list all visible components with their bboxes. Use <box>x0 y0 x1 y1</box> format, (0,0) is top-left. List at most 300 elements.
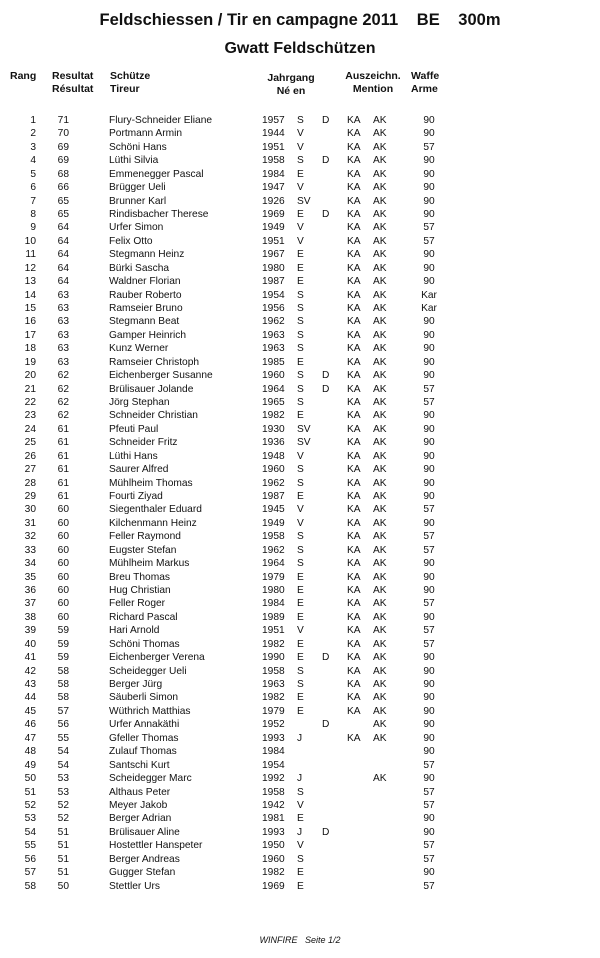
cell-rang: 51 <box>24 786 36 798</box>
cell-rang: 39 <box>24 625 36 637</box>
table-row <box>0 181 600 194</box>
cell-year: 1963 <box>262 343 285 355</box>
cell-cat: S <box>297 383 304 395</box>
cell-cat: J <box>297 826 303 838</box>
cell-arm: 57 <box>423 222 435 234</box>
cell-ka: KA <box>347 504 361 516</box>
cell-arm: Kar <box>421 303 437 315</box>
cell-res: 52 <box>57 813 69 825</box>
cell-arm: 90 <box>423 571 435 583</box>
cell-name: Stegmann Heinz <box>109 249 185 261</box>
cell-ak: AK <box>373 383 387 395</box>
header-jahrgang-de: Jahrgang <box>267 72 315 84</box>
table-row <box>0 383 600 396</box>
cell-rang: 9 <box>30 222 36 234</box>
cell-rang: 25 <box>24 437 36 449</box>
cell-res: 65 <box>57 195 69 207</box>
table-row <box>0 651 600 664</box>
table-row <box>0 759 600 772</box>
cell-cat: S <box>297 544 304 556</box>
table-row <box>0 235 600 248</box>
cell-res: 54 <box>57 759 69 771</box>
cell-arm: 90 <box>423 276 435 288</box>
club-title: Gwatt Feldschützen <box>224 40 376 57</box>
footer-page: Seite 1/2 <box>304 935 341 945</box>
cell-arm: 90 <box>423 585 435 597</box>
cell-arm: 90 <box>423 813 435 825</box>
cell-rang: 29 <box>24 491 36 503</box>
cell-arm: 90 <box>423 719 435 731</box>
cell-year: 1947 <box>262 182 285 194</box>
cell-year: 1981 <box>262 813 285 825</box>
cell-cat: E <box>297 356 304 368</box>
cell-ak: AK <box>373 692 387 704</box>
cell-res: 61 <box>57 477 69 489</box>
table-row <box>0 195 600 208</box>
cell-year: 1987 <box>262 491 285 503</box>
cell-year: 1960 <box>262 464 285 476</box>
cell-name: Brügger Ueli <box>109 182 166 194</box>
cell-ka: KA <box>347 276 361 288</box>
cell-ak: AK <box>373 652 387 664</box>
cell-res: 61 <box>57 437 69 449</box>
cell-ka: KA <box>347 249 361 261</box>
cell-ak: AK <box>373 437 387 449</box>
cell-arm: 57 <box>423 840 435 852</box>
page-footer <box>0 935 600 945</box>
cell-ka: KA <box>347 128 361 140</box>
cell-ka: KA <box>347 155 361 167</box>
cell-ka: KA <box>347 598 361 610</box>
cell-arm: 90 <box>423 477 435 489</box>
cell-cat: E <box>297 410 304 422</box>
cell-cat: S <box>297 786 304 798</box>
cell-ak: AK <box>373 517 387 529</box>
cell-ak: AK <box>373 504 387 516</box>
table-row <box>0 289 600 302</box>
cell-rang: 56 <box>24 853 36 865</box>
cell-name: Schneider Christian <box>109 410 198 422</box>
cell-ka: KA <box>347 692 361 704</box>
cell-rang: 28 <box>24 477 36 489</box>
cell-cat: S <box>297 464 304 476</box>
cell-res: 60 <box>57 585 69 597</box>
cell-name: Lüthi Hans <box>109 450 158 462</box>
cell-year: 1948 <box>262 450 285 462</box>
cell-cat: V <box>297 504 304 516</box>
cell-name: Säuberli Simon <box>109 692 179 704</box>
cell-name: Brülisauer Jolande <box>109 383 194 395</box>
cell-res: 62 <box>57 370 69 382</box>
cell-ak: AK <box>373 544 387 556</box>
cell-arm: 90 <box>423 195 435 207</box>
cell-res: 57 <box>57 705 69 717</box>
cell-ak: AK <box>373 235 387 247</box>
cell-rang: 23 <box>24 410 36 422</box>
cell-cat: S <box>297 343 304 355</box>
cell-ak: AK <box>373 705 387 717</box>
cell-ka: KA <box>347 397 361 409</box>
cell-cat: V <box>297 625 304 637</box>
table-row <box>0 880 600 893</box>
header-rang <box>10 70 36 83</box>
cell-rang: 7 <box>30 195 36 207</box>
table-row <box>0 745 600 758</box>
cell-rang: 3 <box>30 141 36 153</box>
cell-rang: 43 <box>24 679 36 691</box>
cell-arm: 90 <box>423 115 435 126</box>
cell-name: Breu Thomas <box>109 571 170 583</box>
cell-res: 58 <box>57 665 69 677</box>
cell-ka: KA <box>347 571 361 583</box>
cell-res: 56 <box>57 719 69 731</box>
cell-rang: 48 <box>24 746 36 758</box>
cell-year: 1985 <box>262 356 285 368</box>
cell-res: 62 <box>57 383 69 395</box>
cell-res: 64 <box>57 235 69 247</box>
table-row <box>0 477 600 490</box>
cell-name: Wüthrich Matthias <box>109 705 191 717</box>
table-row <box>0 732 600 745</box>
cell-name: Rindisbacher Therese <box>109 209 209 220</box>
cell-year: 1990 <box>262 652 285 664</box>
cell-year: 1942 <box>262 799 285 811</box>
cell-res: 71 <box>57 115 69 126</box>
cell-res: 51 <box>57 853 69 865</box>
cell-year: 1982 <box>262 692 285 704</box>
cell-arm: 90 <box>423 343 435 355</box>
cell-ak: AK <box>373 115 387 126</box>
cell-cat: E <box>297 705 304 717</box>
table-row <box>0 812 600 825</box>
table-row <box>0 127 600 140</box>
cell-ka: KA <box>347 665 361 677</box>
cell-year: 1980 <box>262 585 285 597</box>
cell-d: D <box>322 719 330 731</box>
cell-year: 1950 <box>262 840 285 852</box>
header-schuetze <box>110 70 150 95</box>
cell-year: 1944 <box>262 128 285 140</box>
cell-rang: 36 <box>24 585 36 597</box>
header-mention-fr: Mention <box>352 82 394 95</box>
cell-res: 59 <box>57 625 69 637</box>
cell-rang: 1 <box>30 115 36 126</box>
cell-res: 63 <box>57 316 69 328</box>
cell-arm: 57 <box>423 235 435 247</box>
cell-ka: KA <box>347 423 361 435</box>
cell-ka: KA <box>347 329 361 341</box>
cell-arm: 90 <box>423 732 435 744</box>
cell-res: 59 <box>57 652 69 664</box>
cell-ka: KA <box>347 705 361 717</box>
table-row <box>0 786 600 799</box>
cell-rang: 18 <box>24 343 36 355</box>
cell-name: Emmenegger Pascal <box>109 168 204 180</box>
cell-arm: 57 <box>423 638 435 650</box>
cell-cat: V <box>297 222 304 234</box>
cell-year: 1930 <box>262 423 285 435</box>
cell-arm: 90 <box>423 168 435 180</box>
cell-arm: 90 <box>423 867 435 879</box>
cell-rang: 49 <box>24 759 36 771</box>
cell-arm: 90 <box>423 746 435 758</box>
cell-name: Ramseier Christoph <box>109 356 200 368</box>
cell-year: 1954 <box>262 759 285 771</box>
cell-ka: KA <box>347 437 361 449</box>
cell-ak: AK <box>373 719 387 731</box>
cell-rang: 42 <box>24 665 36 677</box>
cell-name: Mühlheim Thomas <box>109 477 193 489</box>
cell-cat: S <box>297 679 304 691</box>
cell-ak: AK <box>373 477 387 489</box>
cell-year: 1993 <box>262 732 285 744</box>
cell-ka: KA <box>347 343 361 355</box>
cell-ka: KA <box>347 370 361 382</box>
cell-name: Zulauf Thomas <box>109 746 177 758</box>
cell-ak: AK <box>373 316 387 328</box>
table-row <box>0 544 600 557</box>
cell-rang: 10 <box>24 235 36 247</box>
cell-arm: 90 <box>423 679 435 691</box>
cell-ak: AK <box>373 531 387 543</box>
cell-ka: KA <box>347 477 361 489</box>
cell-rang: 8 <box>30 209 36 220</box>
cell-ak: AK <box>373 343 387 355</box>
cell-name: Ramseier Bruno <box>109 303 183 315</box>
cell-rang: 38 <box>24 611 36 623</box>
footer-software: WINFIRE <box>259 935 298 945</box>
cell-name: Berger Adrian <box>109 813 172 825</box>
table-row <box>0 450 600 463</box>
cell-ak: AK <box>373 249 387 261</box>
cell-year: 1957 <box>262 115 285 126</box>
cell-res: 63 <box>57 329 69 341</box>
cell-year: 1960 <box>262 853 285 865</box>
cell-name: Waldner Florian <box>109 276 181 288</box>
cell-year: 1984 <box>262 598 285 610</box>
cell-year: 1958 <box>262 786 285 798</box>
cell-ak: AK <box>373 262 387 274</box>
cell-ak: AK <box>373 598 387 610</box>
cell-rang: 20 <box>24 370 36 382</box>
cell-year: 1982 <box>262 867 285 879</box>
cell-cat: E <box>297 880 304 892</box>
cell-ka: KA <box>347 303 361 315</box>
cell-cat: S <box>297 477 304 489</box>
cell-res: 60 <box>57 571 69 583</box>
cell-rang: 13 <box>24 276 36 288</box>
cell-ka: KA <box>347 316 361 328</box>
cell-name: Scheidegger Ueli <box>109 665 187 677</box>
cell-res: 53 <box>57 786 69 798</box>
cell-rang: 27 <box>24 464 36 476</box>
cell-arm: 90 <box>423 155 435 167</box>
cell-ka: KA <box>347 625 361 637</box>
cell-name: Meyer Jakob <box>109 799 168 811</box>
cell-name: Eichenberger Verena <box>109 652 205 664</box>
cell-res: 50 <box>57 880 69 892</box>
cell-name: Siegenthaler Eduard <box>109 504 202 516</box>
table-row <box>0 638 600 651</box>
cell-name: Schöni Hans <box>109 141 167 153</box>
cell-name: Althaus Peter <box>109 786 171 798</box>
cell-year: 1980 <box>262 262 285 274</box>
cell-name: Portmann Armin <box>109 128 183 140</box>
cell-ka: KA <box>347 585 361 597</box>
cell-year: 1958 <box>262 155 285 167</box>
cell-rang: 50 <box>24 773 36 785</box>
cell-year: 1965 <box>262 397 285 409</box>
cell-arm: 90 <box>423 692 435 704</box>
cell-ak: AK <box>373 423 387 435</box>
cell-name: Hug Christian <box>109 585 171 597</box>
cell-res: 63 <box>57 356 69 368</box>
cell-rang: 55 <box>24 840 36 852</box>
cell-cat: V <box>297 517 304 529</box>
cell-name: Jörg Stephan <box>109 397 170 409</box>
cell-ka: KA <box>347 222 361 234</box>
cell-rang: 34 <box>24 558 36 570</box>
cell-ak: AK <box>373 155 387 167</box>
cell-cat: E <box>297 249 304 261</box>
table-row <box>0 141 600 154</box>
cell-year: 1963 <box>262 329 285 341</box>
cell-year: 1926 <box>262 195 285 207</box>
cell-res: 64 <box>57 222 69 234</box>
cell-ak: AK <box>373 168 387 180</box>
table-row <box>0 772 600 785</box>
cell-res: 64 <box>57 276 69 288</box>
cell-ka: KA <box>347 652 361 664</box>
cell-name: Stegmann Beat <box>109 316 180 328</box>
cell-cat: S <box>297 303 304 315</box>
table-row <box>0 248 600 261</box>
cell-arm: 57 <box>423 786 435 798</box>
cell-d: D <box>322 652 330 664</box>
table-row <box>0 329 600 342</box>
cell-ka: KA <box>347 638 361 650</box>
cell-year: 1949 <box>262 222 285 234</box>
cell-name: Eugster Stefan <box>109 544 177 556</box>
cell-year: 1936 <box>262 437 285 449</box>
cell-ak: AK <box>373 450 387 462</box>
cell-ak: AK <box>373 209 387 220</box>
cell-name: Mühlheim Markus <box>109 558 190 570</box>
cell-ka: KA <box>347 383 361 395</box>
table-row <box>0 436 600 449</box>
cell-ka: KA <box>347 115 361 126</box>
cell-arm: 90 <box>423 826 435 838</box>
cell-name: Felix Otto <box>109 235 153 247</box>
cell-cat: S <box>297 329 304 341</box>
cell-arm: 57 <box>423 141 435 153</box>
cell-rang: 30 <box>24 504 36 516</box>
cell-year: 1979 <box>262 705 285 717</box>
cell-arm: 90 <box>423 558 435 570</box>
cell-arm: 90 <box>423 773 435 785</box>
cell-rang: 6 <box>30 182 36 194</box>
cell-cat: E <box>297 611 304 623</box>
cell-d: D <box>322 115 330 126</box>
cell-rang: 16 <box>24 316 36 328</box>
cell-cat: E <box>297 813 304 825</box>
cell-ka: KA <box>347 558 361 570</box>
cell-ka: KA <box>347 491 361 503</box>
cell-cat: J <box>297 773 303 785</box>
cell-year: 1960 <box>262 370 285 382</box>
cell-res: 62 <box>57 410 69 422</box>
cell-ak: AK <box>373 625 387 637</box>
cell-rang: 15 <box>24 303 36 315</box>
cell-cat: S <box>297 316 304 328</box>
cell-year: 1982 <box>262 638 285 650</box>
cell-ak: AK <box>373 638 387 650</box>
table-row <box>0 826 600 839</box>
table-row <box>0 597 600 610</box>
cell-arm: 90 <box>423 450 435 462</box>
cell-arm: 90 <box>423 128 435 140</box>
cell-rang: 22 <box>24 397 36 409</box>
cell-arm: 90 <box>423 464 435 476</box>
cell-arm: 57 <box>423 383 435 395</box>
cell-ka: KA <box>347 195 361 207</box>
cell-cat: E <box>297 571 304 583</box>
table-row <box>0 302 600 315</box>
cell-rang: 47 <box>24 732 36 744</box>
cell-arm: 90 <box>423 316 435 328</box>
cell-year: 1963 <box>262 679 285 691</box>
cell-name: Rauber Roberto <box>109 289 182 301</box>
header-tireur-fr: Tireur <box>110 82 140 95</box>
cell-year: 1945 <box>262 504 285 516</box>
table-row <box>0 799 600 812</box>
cell-name: Stettler Urs <box>109 880 160 892</box>
header-resultat-fr: Résultat <box>52 82 94 95</box>
table-row <box>0 208 600 221</box>
cell-arm: 90 <box>423 665 435 677</box>
cell-res: 63 <box>57 303 69 315</box>
header-auszeichn-de: Auszeichn. <box>345 70 401 82</box>
table-row <box>0 611 600 624</box>
cell-ak: AK <box>373 665 387 677</box>
cell-name: Feller Raymond <box>109 531 181 543</box>
cell-arm: 57 <box>423 397 435 409</box>
cell-name: Saurer Alfred <box>109 464 169 476</box>
cell-arm: 90 <box>423 705 435 717</box>
cell-ak: AK <box>373 370 387 382</box>
cell-res: 51 <box>57 826 69 838</box>
cell-cat: S <box>297 155 304 167</box>
cell-res: 64 <box>57 262 69 274</box>
header-arme-fr: Arme <box>411 82 438 95</box>
cell-ka: KA <box>347 611 361 623</box>
cell-arm: 90 <box>423 437 435 449</box>
cell-res: 65 <box>57 209 69 220</box>
cell-ak: AK <box>373 276 387 288</box>
cell-res: 70 <box>57 128 69 140</box>
cell-year: 1993 <box>262 826 285 838</box>
cell-name: Hostettler Hanspeter <box>109 840 203 852</box>
cell-year: 1984 <box>262 168 285 180</box>
cell-ka: KA <box>347 235 361 247</box>
cell-cat: SV <box>297 437 311 449</box>
cell-cat: E <box>297 652 304 664</box>
cell-year: 1969 <box>262 209 285 220</box>
table-row <box>0 705 600 718</box>
table-row <box>0 839 600 852</box>
header-schuetze-de: Schütze <box>110 70 151 82</box>
cell-name: Pfeuti Paul <box>109 423 159 435</box>
